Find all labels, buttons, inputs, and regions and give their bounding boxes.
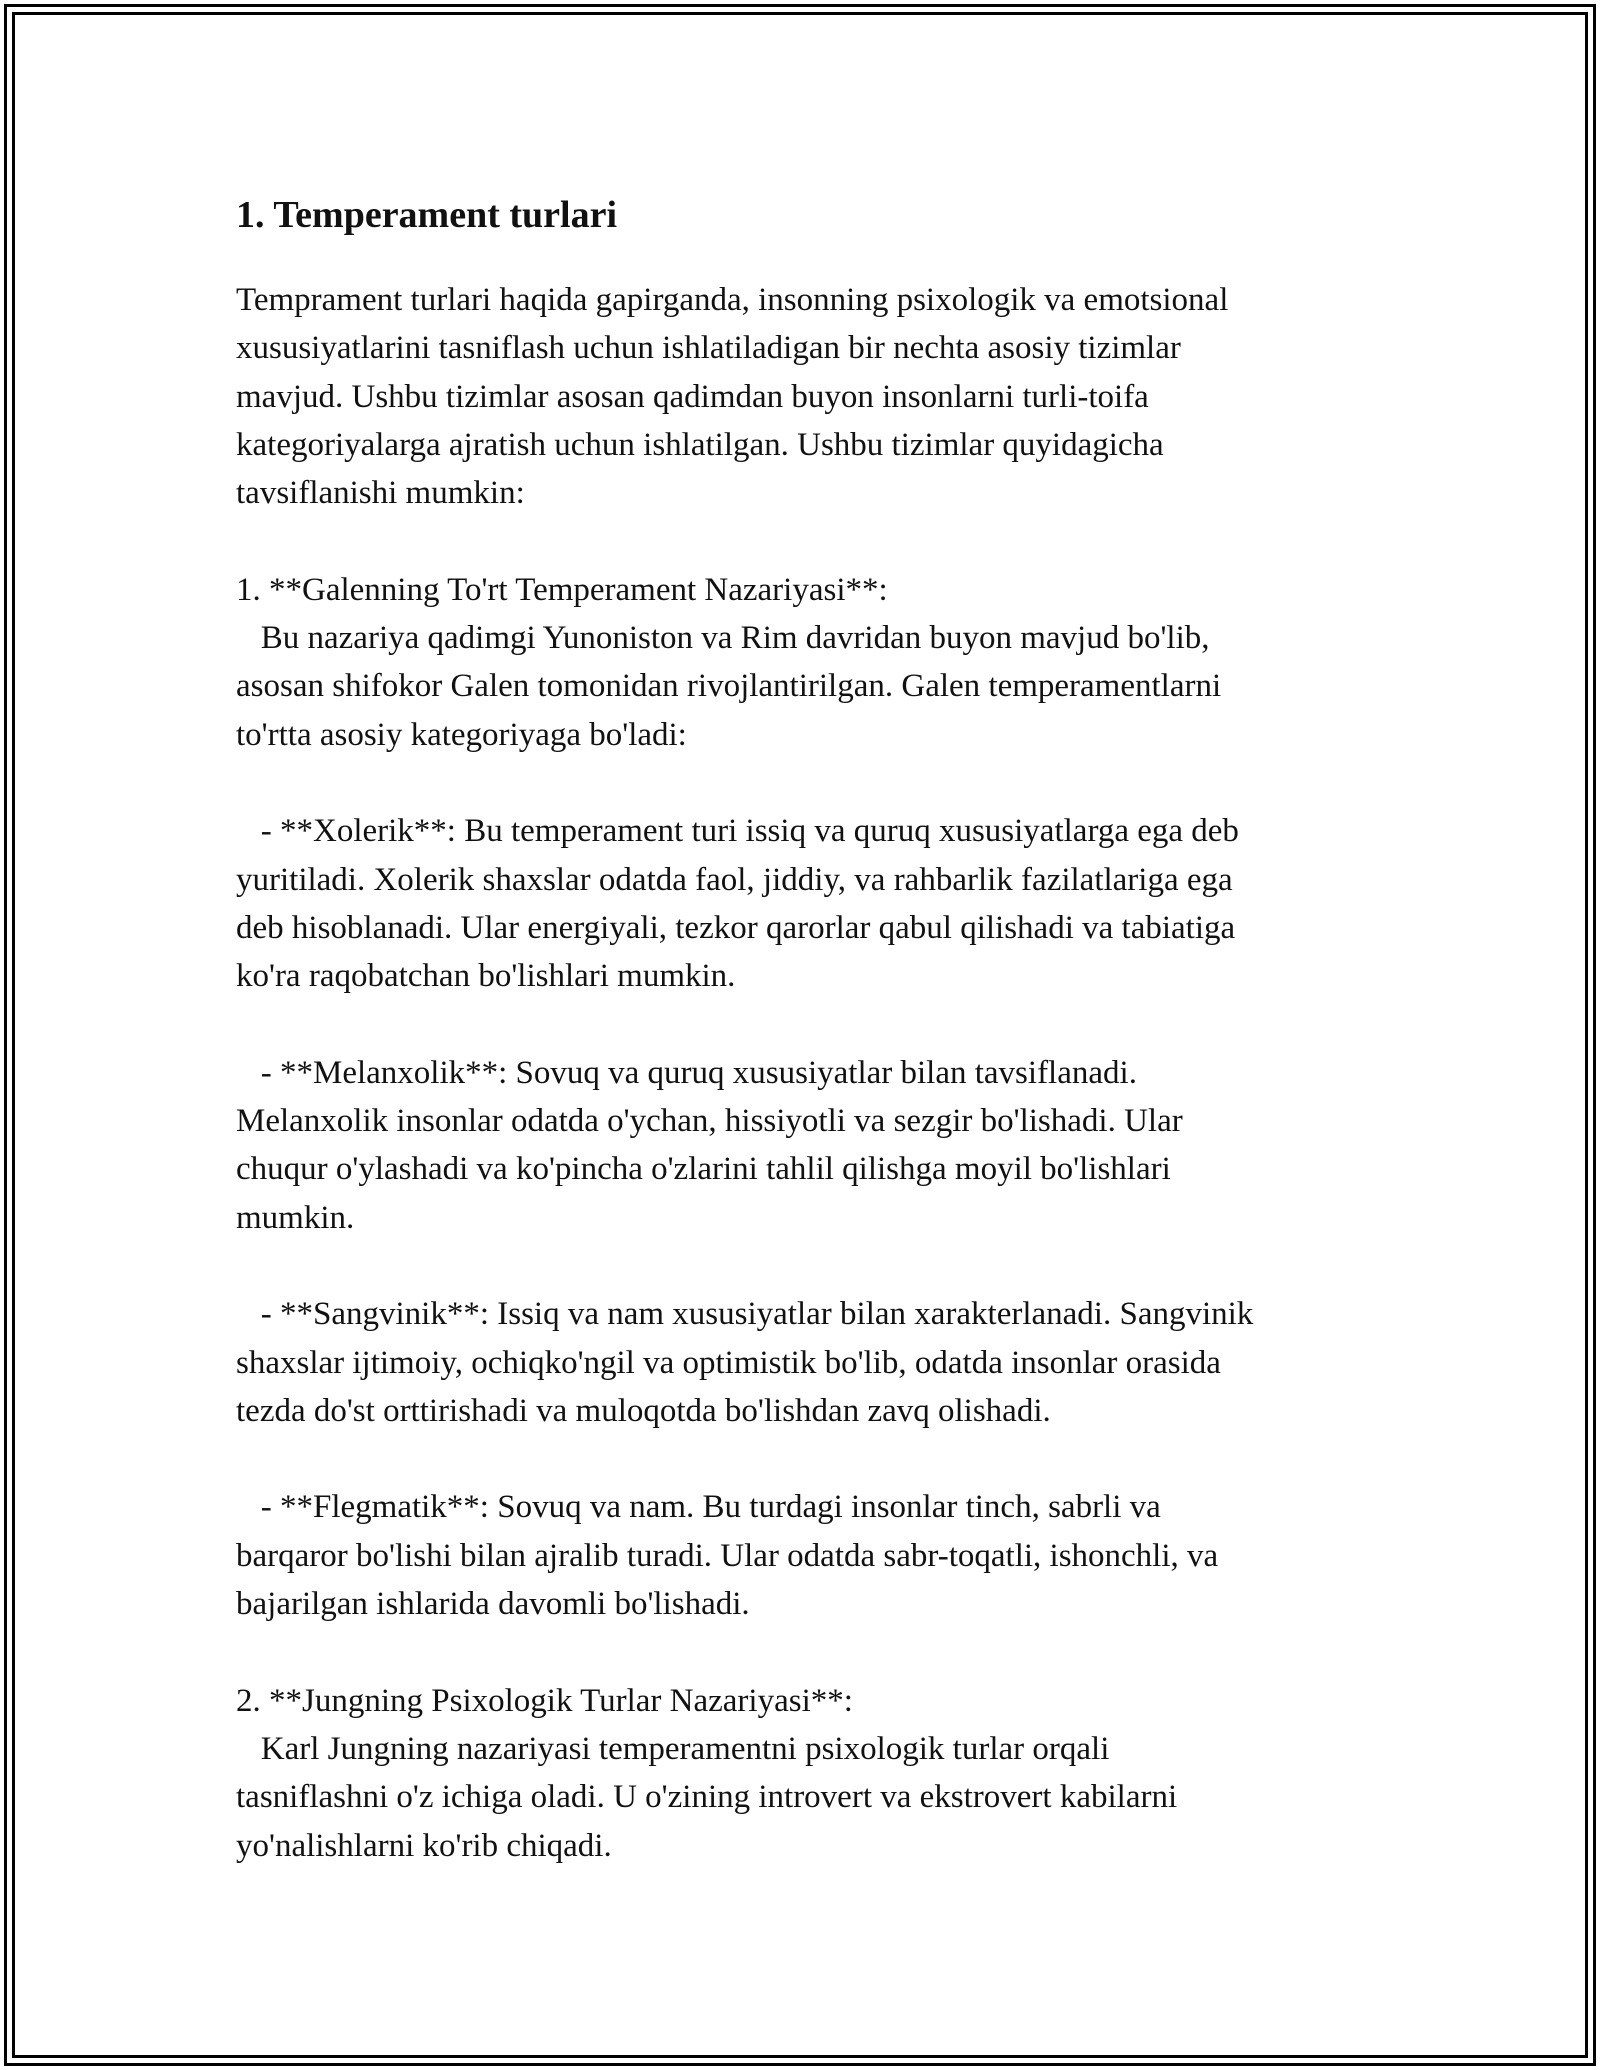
paragraph-flegmatik: - **Flegmatik**: Sovuq va nam. Bu turdagi insonlar tinch, sabrli va barqaror bo'lishi bilan ajralib turadi. Ular odatda sabr-toqatli, ishonchli, va bajarilgan ishlarida davomli bo'lishadi. [236, 1489, 1219, 1623]
paragraph-xolerik: - **Xolerik**: Bu temperament turi issiq va quruq xususiyatlarga ega deb yuritiladi. Xolerik shaxslar odatda faol, jiddiy, va rahbarlik fazilatlariga ega deb hisoblanadi. Ular energiyali, tezkor qarorlar qabul qilishadi va tabiatiga ko'ra raqobatchan bo'lishlari mumkin. [236, 813, 1239, 995]
paragraph-melanxolik: - **Melanxolik**: Sovuq va quruq xususiyatlar bilan tavsiflanadi. Melanxolik insonlar odatda o'ychan, hissiyotli va sezgir bo'lishadi. Ular chuqur o'ylashadi va ko'pincha o'zlarini tahlil qilishga moyil bo'lishlari mumkin. [236, 1054, 1183, 1236]
paragraph-spacer [236, 1628, 1376, 1676]
paragraph-galen: 1. **Galenning To'rt Temperament Nazariyasi**: Bu nazariya qadimgi Yunoniston va Rim davridan buyon mavjud bo'lib, asosan shifokor Galen tomonidan rivojlantirilgan. Galen temperamentlarni to'rtta asosiy kategoriyaga bo'ladi: [236, 571, 1222, 753]
document-title: 1. Temperament turlari [236, 194, 618, 236]
paragraph-spacer [236, 1242, 1376, 1290]
paragraph-spacer [236, 517, 1376, 565]
paragraph-spacer [236, 1435, 1376, 1483]
document-content [236, 184, 1376, 1870]
paragraph-spacer [236, 1000, 1376, 1048]
paragraph-intro: Temprament turlari haqida gapirganda, insonning psixologik va emotsional xususiyatlarini tasniflash uchun ishlatiladigan bir nechta asosiy tizimlar mavjud. Ushbu tizimlar asosan qadimdan buyon insonlarni turli-toifa kategoriyalarga ajratish uchun ishlatilgan. Ushbu tizimlar quyidagicha tavsiflanishi mumkin: [236, 282, 1229, 512]
paragraph-spacer [236, 759, 1376, 807]
paragraph-sangvinik: - **Sangvinik**: Issiq va nam xususiyatlar bilan xarakterlanadi. Sangvinik shaxslar ijtimoiy, ochiqko'ngil va optimistik bo'lib, odatda insonlar orasida tezda do'st orttirishadi va muloqotda bo'lishdan zavq olishadi. [236, 1296, 1254, 1429]
paragraph-jung: 2. **Jungning Psixologik Turlar Nazariyasi**: Karl Jungning nazariyasi temperamentni psixologik turlar orqali tasniflashni o'z ichiga oladi. U o'zining introvert va ekstrovert kabilarni yo'nalishlarni ko'rib chiqadi. [236, 1682, 1178, 1864]
